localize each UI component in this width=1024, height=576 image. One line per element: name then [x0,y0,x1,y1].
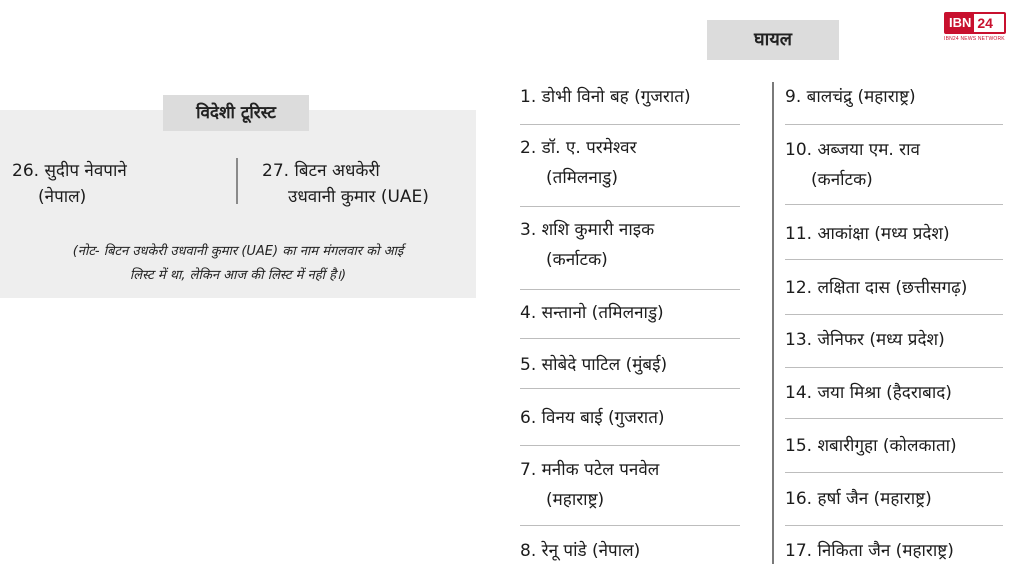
divider-line [785,525,1003,526]
injured-item-text: 3. शशि कुमारी नाइक [520,220,655,240]
injured-item-5 [520,350,667,380]
divider-line [520,338,740,339]
injured-item-15 [785,431,957,461]
injured-item-12 [785,273,967,303]
injured-item-text: 15. शबारीगुहा (कोलकाता) [785,436,957,456]
injured-item-text: 8. रेनू पांडे (नेपाल) [520,541,641,561]
tourist-entry-27 [262,158,472,210]
injured-item-text: 11. आकांक्षा (मध्य प्रदेश) [785,224,950,244]
divider-line [785,124,1003,125]
injured-item-text: 1. डोभी विनो बह (गुजरात) [520,87,691,107]
tourist-divider [236,158,238,204]
divider-line [520,124,740,125]
divider-line [785,259,1003,260]
divider-line [520,289,740,290]
injured-item-text: 2. डॉ. ए. परमेश्वर [520,138,637,158]
logo-tagline: IBN24 NEWS NETWORK [944,36,1005,42]
injured-column-divider [772,82,774,564]
divider-line [520,525,740,526]
injured-item-7 [520,455,659,515]
divider-line [785,314,1003,315]
tourist-entry-26 [12,158,212,210]
injured-item-text: 13. जेनिफर (मध्य प्रदेश) [785,330,945,350]
injured-item-text: 10. अब्जया एम. राव [785,140,920,160]
injured-item-14 [785,378,952,408]
divider-line [520,206,740,207]
divider-line [785,472,1003,473]
injured-item-6 [520,403,665,433]
tourist-note-line: (नोट- बिटन उधकेरी उधवानी कुमार (UAE) का नाम मंगलवार को आई [72,244,404,259]
tourist-entry-country: (नेपाल) [38,187,87,207]
injured-item-4 [520,298,664,328]
divider-line [785,367,1003,368]
brand-logo [944,12,1010,48]
injured-title: घायल [707,20,839,60]
tourist-entry-name: 26. सुदीप नेवपाने [12,161,127,181]
logo-mark [944,12,1006,34]
logo-number-text: 24 [977,15,993,31]
injured-item-state: (कर्नाटक) [811,170,873,190]
foreign-tourist-title: विदेशी टूरिस्ट [163,95,309,131]
injured-item-text: 6. विनय बाई (गुजरात) [520,408,665,428]
injured-item-17 [785,536,954,566]
tourist-entry-country: उधवानी कुमार (UAE) [288,187,429,207]
injured-item-text: 4. सन्तानो (तमिलनाडु) [520,303,664,323]
divider-line [520,445,740,446]
injured-item-state: (कर्नाटक) [546,250,608,270]
injured-item-9 [785,82,916,112]
injured-item-text: 5. सोबेदे पाटिल (मुंबई) [520,355,668,375]
divider-line [785,418,1003,419]
tourist-note [6,240,470,288]
injured-item-2 [520,133,637,193]
injured-item-11 [785,219,950,249]
injured-item-text: 12. लक्षिता दास (छत्तीसगढ़) [785,278,968,298]
injured-item-text: 9. बालचंद्रु (महाराष्ट्र) [785,87,916,107]
injured-item-text: 7. मनीक पटेल पनवेल [520,460,660,480]
divider-line [520,388,740,389]
injured-item-1 [520,82,691,112]
injured-item-state: (तमिलनाडु) [546,168,618,188]
injured-item-state: (महाराष्ट्र) [546,490,605,510]
injured-item-10 [785,135,920,195]
injured-item-13 [785,325,945,355]
logo-ibn-text: IBN [946,14,974,32]
injured-item-3 [520,215,654,275]
injured-item-text: 17. निकिता जैन (महाराष्ट्र) [785,541,954,561]
tourist-note-line: लिस्ट में था, लेकिन आज की लिस्ट में नहीं है।) [129,268,347,283]
injured-item-16 [785,484,932,514]
divider-line [785,204,1003,205]
injured-item-text: 14. जया मिश्रा (हैदराबाद) [785,383,952,403]
tourist-entry-name: 27. बिटन अधकेरी [262,161,380,181]
injured-item-8 [520,536,640,566]
injured-item-text: 16. हर्षा जैन (महाराष्ट्र) [785,489,932,509]
